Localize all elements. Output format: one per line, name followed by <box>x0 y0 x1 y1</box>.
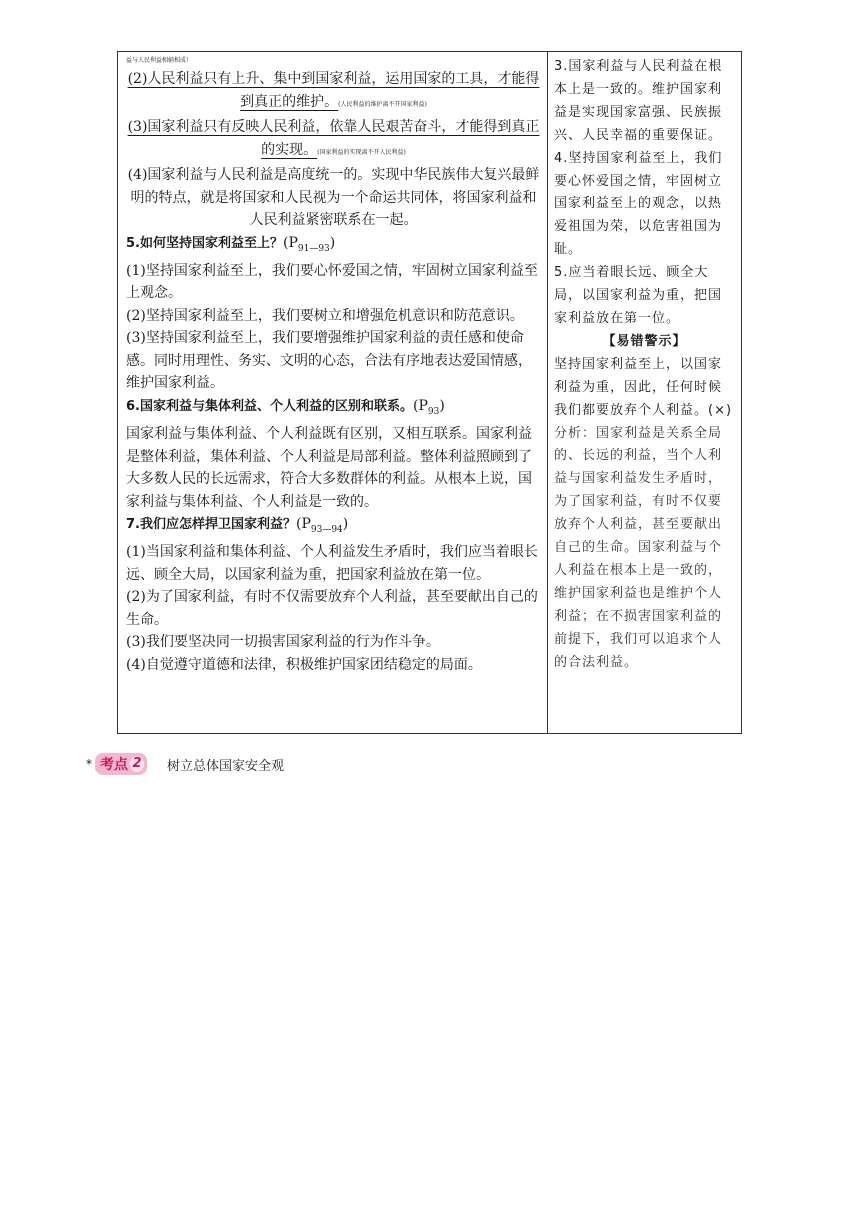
badge-number: 2 <box>130 756 144 772</box>
question-7-item: (2)为了国家利益，有时不仅需要放弃个人利益，甚至要献出自己的生命。 <box>126 589 538 628</box>
question-5-title: 5.如何坚持国家利益至上？ <box>126 235 283 251</box>
question-5-page: 91—93 <box>297 243 330 254</box>
paragraph-2 <box>126 68 541 116</box>
question-7-page-suffix: ) <box>342 516 349 533</box>
question-7-item: (1)当国家利益和集体利益、个人利益发生矛盾时，我们应当着眼长远、顾全大局，以国家利益为重，把国家利益放在第一位。 <box>126 544 538 583</box>
summary-item: 3.国家利益与人民利益在根本上是一致的。维护国家利益是实现国家富强、民族振兴、人民幸福的重要保证。 <box>554 59 723 143</box>
summary-item: 5.应当着眼长远、顾全大局，以国家利益为重，把国家利益放在第一位。 <box>554 265 723 326</box>
question-7-title: 7.我们应怎样捍卫国家利益？ <box>126 517 296 533</box>
warning-analysis: 分析：国家利益是关系全局的、长远的利益，当个人利益与国家利益发生矛盾时，为了国家利益，有时不仅要放弃个人利益，甚至要献出自己的生命。国家利益与个人利益在根本上是一致的，维护国家利益也是维护个人利益；在不损害国家利益的前提下，我们可以追求个人的合法利益。 <box>554 425 723 670</box>
summary-item: 4.坚持国家利益至上，我们要心怀爱国之情，牢固树立国家利益至上的观念，以热爱祖国为荣，以危害祖国为耻。 <box>554 150 723 258</box>
warning-statement: 坚持国家利益至上，以国家利益为重，因此，任何时候我们都要放弃个人利益。(×) <box>554 356 733 418</box>
section-title: 树立总体国家安全观 <box>167 758 285 774</box>
paragraph-2-note: (人民利益的维护离不开国家利益) <box>338 100 427 108</box>
question-6-page-suffix: ) <box>439 397 445 414</box>
question-6-body: 国家利益与集体利益、个人利益既有区别，又相互联系。国家利益是整体利益，集体利益、个人利益是局部利益。整体利益照顾到了大多数人民的长远需求，符合大多数群体的利益。从根本上说，国家利益与集体利益、个人利益是一致的。 <box>126 426 532 510</box>
warning-title: 【易错警示】 <box>602 333 687 349</box>
knowledge-column <box>118 52 548 733</box>
question-7 <box>126 513 541 541</box>
question-6 <box>126 395 541 423</box>
paragraph-3 <box>126 116 541 164</box>
paragraph-3-text: (3)国家利益只有反映人民利益，依靠人民艰苦奋斗，才能得到真正的实现。 <box>127 119 540 158</box>
section-heading <box>86 753 284 775</box>
question-7-item: (4)自觉遵守道德和法律，积极维护国家团结稳定的局面。 <box>126 656 482 673</box>
question-5 <box>126 232 541 260</box>
question-7-page: 93—94 <box>310 524 343 535</box>
paragraph-2-text: (2)人民利益只有上升、集中到国家利益，运用国家的工具，才能得到真正的维护。 <box>127 71 540 110</box>
kaodian-badge <box>95 753 147 775</box>
question-6-title: 6.国家利益与集体利益、个人利益的区别和联系。 <box>126 398 413 414</box>
question-5-item: (2)坚持国家利益至上，我们要树立和增强危机意识和防范意识。 <box>126 307 524 324</box>
badge-label: 考点 <box>100 757 128 773</box>
question-6-page: 93 <box>427 406 440 417</box>
summary-column <box>548 52 741 733</box>
top-fragment: 益与人民利益相辅相成） <box>126 57 193 64</box>
paragraph-4: (4)国家利益与人民利益是高度统一的。实现中华民族伟大复兴最鲜明的特点，就是将国家和人民视为一个命运共同体，将国家利益和人民利益紧密联系在一起。 <box>127 167 540 228</box>
question-7-page-prefix: (P <box>295 516 311 533</box>
star-icon: * <box>86 757 92 771</box>
question-5-item: (3)坚持国家利益至上，我们要增强维护国家利益的责任感和使命感。同时用理性、务实、文明的心态，合法有序地表达爱国情感，维护国家利益。 <box>126 330 532 392</box>
content-table <box>117 51 742 734</box>
question-5-page-prefix: (P <box>282 234 298 251</box>
question-6-page-prefix: (P <box>412 397 428 414</box>
question-5-page-suffix: ) <box>329 234 336 251</box>
paragraph-3-note: (国家利益的实现离不开人民利益) <box>317 148 406 156</box>
question-5-item: (1)坚持国家利益至上，我们要心怀爱国之情，牢固树立国家利益至上观念。 <box>126 262 538 302</box>
question-7-item: (3)我们要坚决同一切损害国家利益的行为作斗争。 <box>126 634 440 651</box>
